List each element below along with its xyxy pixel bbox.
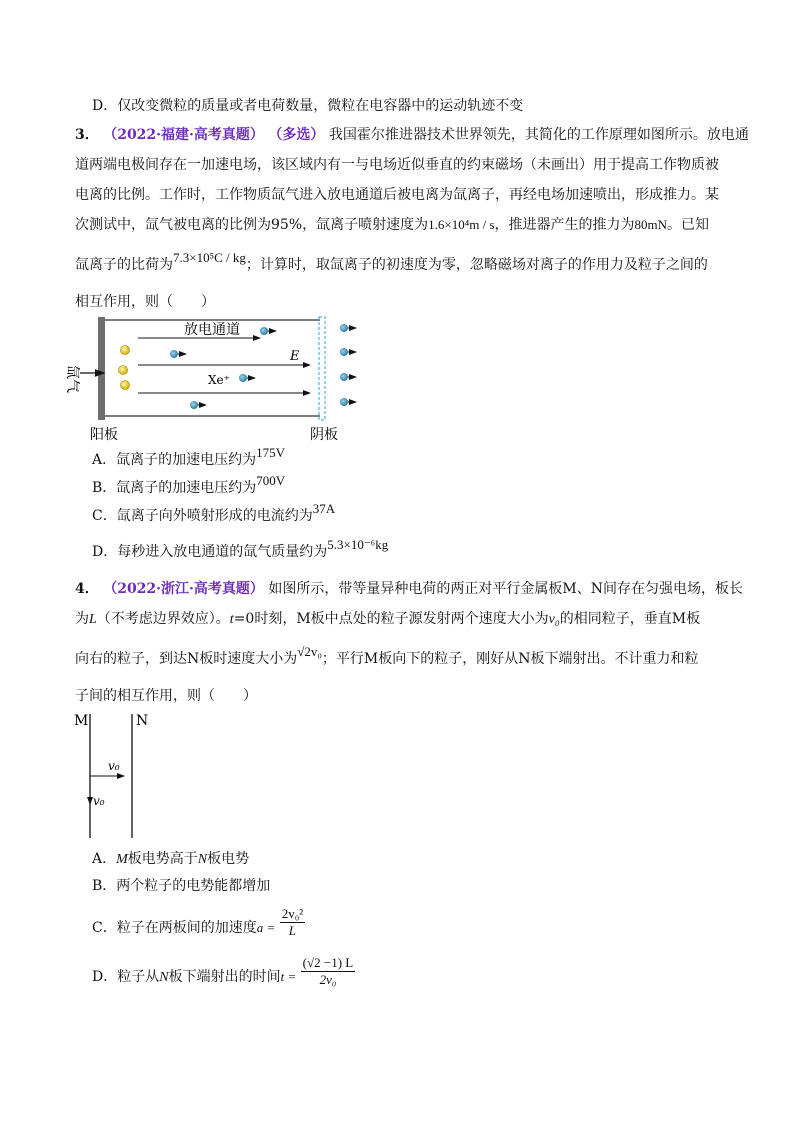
q3-stem-4b: ，推进器产生的推力为 — [494, 217, 635, 233]
q3-stem-1: 我国霍尔推进器技术世界领先，其简化的工作原理如图所示。放电通 — [328, 127, 749, 143]
q4-option-a-mid: 板电势高于 — [127, 851, 198, 867]
q3-option-c — [92, 501, 336, 526]
xenon-ion — [170, 350, 186, 358]
q4-stem-2d: 的相同粒子，垂直M板 — [559, 611, 701, 627]
q3-thrust: 80mN — [634, 217, 668, 232]
gas-label: 氙气 — [64, 365, 80, 393]
v-right-label: v₀ — [108, 759, 120, 773]
q3-line-1 — [75, 125, 749, 145]
q4-stem-1: 如图所示，带等量异种电荷的两正对平行金属板M、N间存在匀强电场，板长 — [268, 581, 743, 597]
cathode-plate — [319, 317, 325, 420]
xenon-ion-ejected — [340, 324, 356, 332]
q4-stem-3a: 向右的粒子，到达N板时速度大小为 — [75, 651, 298, 667]
q4-stem-2 — [75, 609, 700, 630]
q4-option-c-text: C．粒子在两板间的加速度 — [92, 920, 257, 936]
q4-option-d-prefix: D．粒子从 — [92, 969, 160, 985]
q4-option-a-prefix: A． — [92, 851, 117, 867]
q4-stem-2b: （不考虑边界效应）。 — [96, 611, 230, 627]
anode-plate — [98, 317, 105, 420]
q4-option-a — [92, 849, 249, 870]
q3-stem-3: 电离的比例。工作时，工作物质氙气进入放电通道后被电离为氙离子，再经电场加速喷出，形成推力。某 — [75, 187, 719, 203]
q3-stem-2: 道两端电极间存在一加速电场，该区域内有一与电场近似垂直的约束磁场（未画出）用于提高工作物质被 — [75, 157, 719, 173]
q4-stem-2a: 为 — [75, 611, 89, 627]
xenon-atom — [121, 346, 130, 355]
field-label: E — [290, 349, 300, 364]
anode-label: 阳板 — [90, 427, 118, 443]
q4-option-d-fraction — [301, 955, 356, 988]
channel-label: 放电通道 — [184, 322, 240, 338]
q4-stem-3b: ；平行M板向下的粒子，刚好从N板下端射出。不计重力和粒 — [321, 651, 699, 667]
q4-option-d-den: 2v₀ — [319, 971, 337, 987]
q4-plates-figure — [68, 708, 178, 843]
q4-option-c-num: 2v₀² — [281, 905, 304, 921]
q4-option-d-text: 板下端射出的时间 — [168, 969, 281, 985]
q4-option-c-lhs: a = — [256, 920, 276, 935]
q3-option-c-value: 37A — [312, 501, 336, 516]
q4-option-a-n: N — [197, 852, 208, 867]
q4-option-c-fraction — [280, 906, 305, 939]
xenon-ion — [190, 401, 206, 409]
q4-option-c-den: L — [288, 922, 297, 938]
q3-option-b-value: 700V — [256, 473, 286, 488]
q4-stem-4: 子间的相互作用，则（ ） — [75, 688, 257, 704]
q3-stem-4a: 次测试中，氙气被电离的比例为95%，氙离子喷射速度为 — [75, 217, 429, 233]
q4-var-v0: v₀ — [548, 612, 560, 627]
q4-option-a-m: M — [116, 852, 128, 867]
q4-stem-3 — [75, 644, 699, 669]
q3-source: （2022·福建·高考真题） — [103, 127, 264, 143]
q4-option-b: B．两个粒子的电势能都增加 — [92, 878, 271, 894]
xenon-atom — [121, 381, 130, 390]
v-down-label: v₀ — [93, 794, 105, 808]
q3-stem-6: 相互作用，则（ ） — [75, 294, 215, 310]
q3-stem-5a: 氙离子的比荷为 — [75, 257, 173, 273]
q3-stem-5 — [75, 250, 708, 275]
q3-stem-4c: 。已知 — [667, 217, 710, 233]
q4-option-c — [92, 905, 305, 948]
q3-stem-5b: ；计算时，取氙离子的初速度为零，忽略磁场对离子的作用力及粒子之间的 — [245, 257, 708, 273]
q3-charge-mass: 7.3×10⁵C / kg — [173, 250, 246, 265]
q3-speed: 1.6×10⁴m / s — [428, 217, 495, 232]
q4-var-t: t — [229, 612, 234, 627]
q3-number: 3． — [75, 127, 99, 143]
q3-option-b-text: B．氙离子的加速电压约为 — [92, 480, 257, 496]
xenon-ion-ejected — [340, 398, 356, 406]
q4-number: 4． — [75, 581, 99, 597]
ion-label: Xe⁺ — [208, 373, 230, 387]
q3-option-c-text: C．氙离子向外喷射形成的电流约为 — [92, 508, 313, 524]
q3-option-b — [92, 473, 286, 498]
q4-option-d-lhs: t = — [280, 969, 297, 984]
q4-option-a-tail: 板电势 — [207, 851, 250, 867]
q4-source: （2022·浙江·高考真题） — [103, 581, 264, 597]
xenon-atom — [119, 366, 128, 375]
q3-type: （多选） — [268, 127, 325, 143]
q3-option-d-text: D．每秒进入放电通道的氙气质量约为 — [92, 544, 328, 560]
q3-option-a — [92, 445, 286, 470]
q4-stem-2c: =0时刻，M板中点处的粒子源发射两个速度大小为 — [233, 611, 549, 627]
q4-option-d-num: (√2 −1) L — [302, 954, 354, 970]
q3-stem-4 — [75, 215, 709, 235]
xenon-ion-ejected — [340, 373, 356, 381]
q3-option-a-text: A．氙离子的加速电压约为 — [92, 452, 257, 468]
q4-option-d — [92, 955, 355, 1000]
q4-speed-expr: √2v₀ — [297, 644, 322, 659]
q3-option-d-value: 5.3×10⁻⁶kg — [327, 537, 389, 552]
xenon-ion — [260, 327, 276, 335]
n-label: N — [136, 713, 149, 729]
q3-option-d — [92, 537, 389, 562]
xenon-ion — [239, 374, 255, 382]
q4-line-1 — [75, 579, 743, 599]
q3-option-a-value: 175V — [256, 445, 286, 460]
m-label: M — [74, 713, 89, 729]
cathode-label: 阴板 — [310, 427, 338, 443]
q4-var-L: L — [89, 612, 97, 627]
q2-option-d: D．仅改变微粒的质量或者电荷数量，微粒在电容器中的运动轨迹不变 — [92, 98, 524, 114]
q4-option-d-n: N — [159, 970, 169, 985]
q3-thruster-figure — [64, 312, 370, 447]
xenon-ion-ejected — [340, 348, 356, 356]
